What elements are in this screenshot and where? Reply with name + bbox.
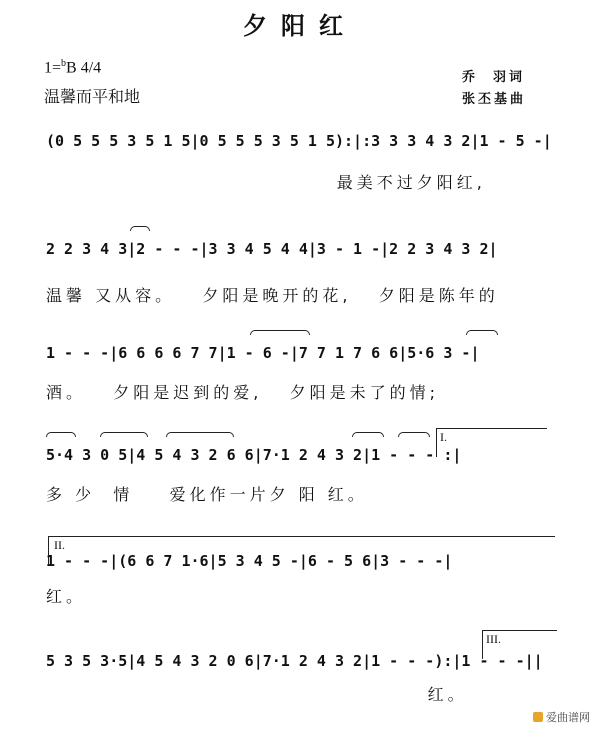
key-signature	[44, 58, 101, 77]
notation-line-6: 5 3 5 3·5|4 5 4 3 2 0 6|7·1 2 4 3 2|1 - - -):|1 - - -||	[46, 652, 543, 670]
lyric-line-2: 温馨 又从容。 夕阳是晚开的花, 夕阳是陈年的	[46, 286, 499, 305]
time-signature: 4/4	[76, 59, 102, 77]
composer-credit: 张丕基曲	[462, 92, 527, 107]
key-prefix: 1=	[44, 59, 62, 77]
lyricist-credit: 乔 羽词	[462, 70, 526, 85]
slur-mark	[466, 330, 498, 335]
slur-mark	[46, 432, 76, 437]
slur-mark	[352, 432, 384, 437]
notation-line-5: 1 - - -|(6 6 7 1·6|5 3 4 5 -|6 - 5 6|3 - - -|	[46, 552, 453, 570]
key-note: B	[66, 59, 77, 77]
volta-label-1: I.	[440, 430, 447, 444]
volta-label-2: II.	[54, 538, 65, 552]
notation-line-2: 2 2 3 4 3|2 - - -|3 3 4 5 4 4|3 - 1 -|2 2 3 4 3 2|	[46, 240, 498, 258]
slur-mark	[100, 432, 148, 437]
slur-mark	[130, 226, 150, 231]
volta-label-3: III.	[486, 632, 501, 646]
tempo-marking: 温馨而平和地	[44, 87, 141, 106]
lyric-line-6: 红。	[46, 685, 468, 704]
lyric-line-5: 红。	[46, 587, 87, 606]
lyric-line-3: 酒。 夕阳是迟到的爱, 夕阳是未了的情;	[46, 383, 439, 402]
music-note-icon	[533, 712, 543, 722]
notation-line-1: (0 5 5 5 3 5 1 5|0 5 5 5 3 5 1 5):|:3 3 3 4 3 2|1 - 5 -|	[46, 132, 552, 150]
notation-line-3: 1 - - -|6 6 6 6 7 7|1 - 6 -|7 7 1 7 6 6|5·6 3 -|	[46, 344, 480, 362]
watermark	[533, 709, 590, 725]
slur-mark	[398, 432, 430, 437]
lyric-line-1: 最美不过夕阳红,	[46, 173, 486, 192]
watermark-text: 爱曲谱网	[546, 711, 590, 724]
lyric-line-4: 多 少 情 爱化作一片夕 阳 红。	[46, 485, 368, 504]
notation-line-4: 5·4 3 0 5|4 5 4 3 2 6 6|7·1 2 4 3 2|1 - - - :|	[46, 446, 462, 464]
slur-mark	[166, 432, 234, 437]
key-flat: b	[61, 58, 67, 69]
page-title: 夕阳红	[243, 11, 357, 40]
slur-mark	[250, 330, 310, 335]
